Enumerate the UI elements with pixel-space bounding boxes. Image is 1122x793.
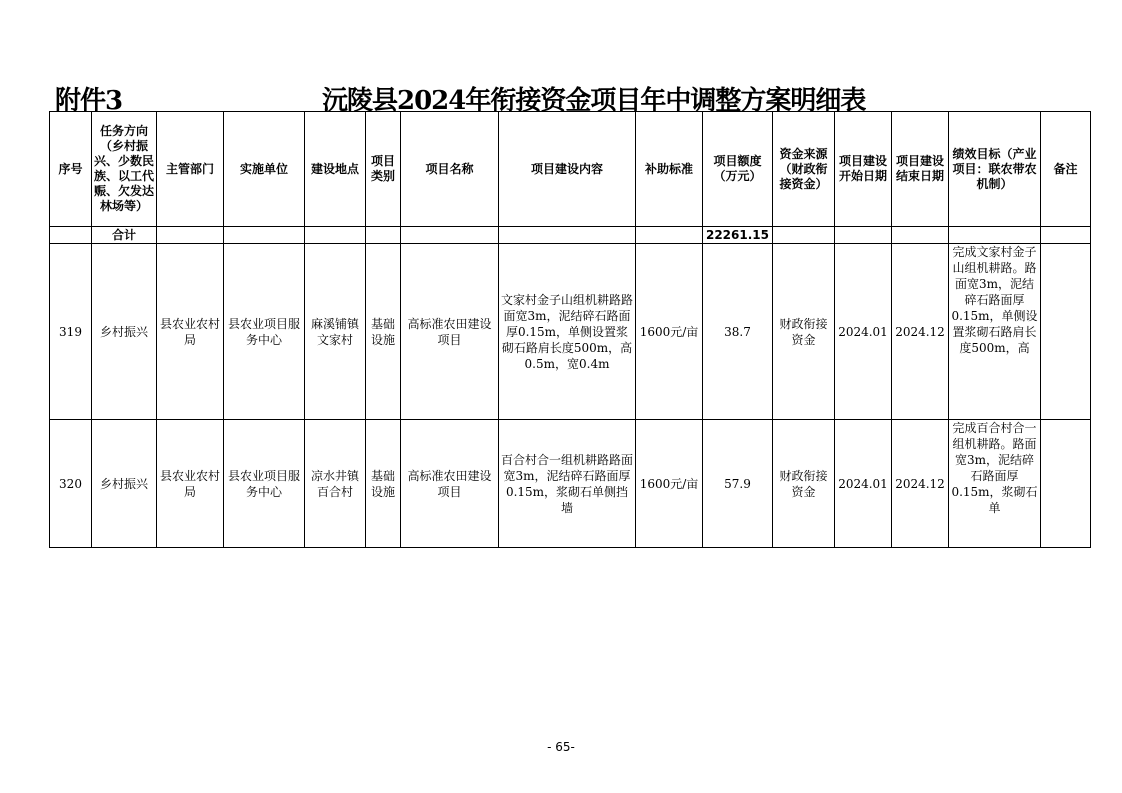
cell-start: 2024.01 <box>835 244 892 420</box>
header-row <box>50 112 1091 227</box>
document-title: 沅陵县2024年衔接资金项目年中调整方案明细表 <box>322 86 866 116</box>
cell-category: 基础设施 <box>366 244 401 420</box>
cell-subsidy: 1600元/亩 <box>636 420 703 548</box>
col-end: 项目建设结束日期 <box>892 112 949 227</box>
cell-remark <box>1041 244 1091 420</box>
cell-amount: 38.7 <box>703 244 773 420</box>
cell-end: 2024.12 <box>892 420 949 548</box>
total-row <box>50 227 1091 244</box>
cell-start: 2024.01 <box>835 420 892 548</box>
performance-text: 完成文家村金子山组机耕路。路面宽3m，泥结碎石路面厚0.15m，单侧设置浆砌石路肩长度500m，高 <box>951 245 1038 355</box>
cell-seq: 320 <box>50 420 92 548</box>
cell-end: 2024.12 <box>892 244 949 420</box>
col-subsidy: 补助标准 <box>636 112 703 227</box>
cell-direction: 乡村振兴 <box>92 420 157 548</box>
cell-amount: 57.9 <box>703 420 773 548</box>
col-unit: 实施单位 <box>224 112 305 227</box>
col-amount: 项目额度（万元） <box>703 112 773 227</box>
col-performance: 绩效目标（产业项目：联农带农机制） <box>949 112 1041 227</box>
col-location: 建设地点 <box>305 112 366 227</box>
col-category: 项目类别 <box>366 112 401 227</box>
cell-remark <box>1041 420 1091 548</box>
col-department: 主管部门 <box>157 112 224 227</box>
col-seq: 序号 <box>50 112 92 227</box>
cell-performance <box>949 244 1041 420</box>
cell-location: 麻溪铺镇文家村 <box>305 244 366 420</box>
total-label: 合计 <box>92 227 157 244</box>
total-amount: 22261.15 <box>703 227 773 244</box>
table-row <box>50 244 1091 420</box>
col-start: 项目建设开始日期 <box>835 112 892 227</box>
col-remark: 备注 <box>1041 112 1091 227</box>
cell-performance <box>949 420 1041 548</box>
cell-category: 基础设施 <box>366 420 401 548</box>
cell-fund: 财政衔接资金 <box>773 420 835 548</box>
cell-location: 凉水井镇百合村 <box>305 420 366 548</box>
cell-department: 县农业农村局 <box>157 420 224 548</box>
page-number: - 65- <box>547 740 575 754</box>
col-content: 项目建设内容 <box>499 112 636 227</box>
cell-name: 高标准农田建设项目 <box>401 420 499 548</box>
cell-seq: 319 <box>50 244 92 420</box>
cell-subsidy: 1600元/亩 <box>636 244 703 420</box>
performance-text: 完成百合村合一组机耕路。路面宽3m，泥结碎石路面厚0.15m，浆砌石单 <box>951 421 1038 515</box>
cell-direction: 乡村振兴 <box>92 244 157 420</box>
cell-content: 百合村合一组机耕路路面宽3m，泥结碎石路面厚0.15m，浆砌石单侧挡墙 <box>499 420 636 548</box>
cell-name: 高标准农田建设项目 <box>401 244 499 420</box>
col-name: 项目名称 <box>401 112 499 227</box>
cell-unit: 县农业项目服务中心 <box>224 244 305 420</box>
table-row <box>50 420 1091 548</box>
cell-fund: 财政衔接资金 <box>773 244 835 420</box>
attachment-label: 附件3 <box>55 86 123 116</box>
cell-department: 县农业农村局 <box>157 244 224 420</box>
col-direction: 任务方向（乡村振兴、少数民族、以工代赈、欠发达林场等） <box>92 112 157 227</box>
cell-content: 文家村金子山组机耕路路面宽3m，泥结碎石路面厚0.15m，单侧设置浆砌石路肩长度500m，高0.5m，宽0.4m <box>499 244 636 420</box>
cell-unit: 县农业项目服务中心 <box>224 420 305 548</box>
project-table <box>49 111 1091 548</box>
col-fund: 资金来源（财政衔接资金） <box>773 112 835 227</box>
